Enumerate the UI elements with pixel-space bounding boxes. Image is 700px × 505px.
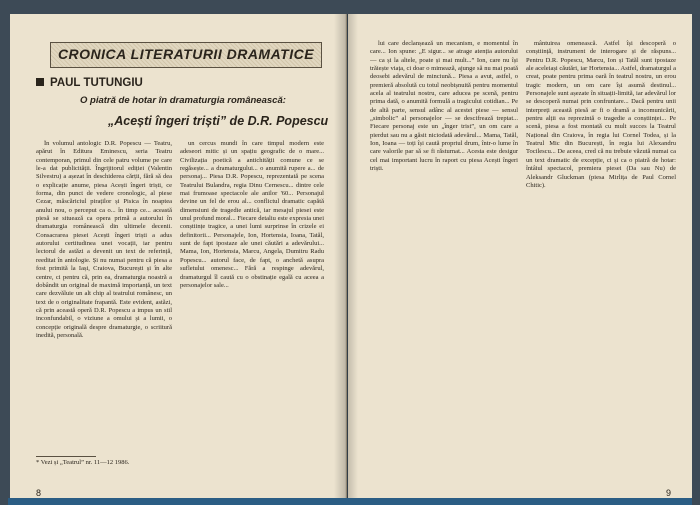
article-title: „Acești îngeri triști” de D.R. Popescu: [108, 114, 329, 128]
left-page: [10, 14, 347, 498]
footnote: * Vezi și „Teatrul” nr. 11—12 1986.: [36, 459, 130, 466]
page-number-left: 8: [36, 488, 42, 498]
article-subtitle: O piatră de hotar în dramaturgia românească:: [80, 95, 286, 106]
author-name: PAUL TUTUNGIU: [50, 77, 143, 89]
book-gutter: [334, 14, 358, 498]
square-bullet-icon: [36, 78, 44, 86]
left-column-1: [36, 140, 172, 452]
author-line: [36, 77, 143, 89]
left-column-2: [180, 140, 324, 480]
section-title: CRONICA LITERATURII DRAMATICE: [57, 46, 315, 62]
right-column-2: [526, 40, 676, 486]
right-page: [348, 14, 692, 498]
footnote-rule: [36, 456, 96, 457]
body-text: În volumul antologic D.R. Popescu — Teatru, apărut în Editura Eminescu, seria Teatru contemporan, primul din cele patru volume pe care le-a dat publicității. Îngrijitorul ediției (Valentin Silvestru) a așezat în deschiderea cărții, fără să dea o explicație anume, piesa Acești îngeri triști, ce forma, din punct de vedere cronologic, al piese Cezar, măscăriciul piraților și Pisica în noaptea anului nou, o perceput ca o... în timp ce... această piesă se situează ca opera primă a autorului în dramaturgia românească din ultimele decenii. Consacrarea piesei Acești îngeri triști a adus autorului certitudinea unei vocații, iar pentru lectorul de astăzi a devenit un text de referință, reeditat în antologie. Și nu numai pentru că piesa a fost primită la Iași, Craiova, București și în alte centre, ci pentru că, prin ea, dramaturgia noastră a dobândit un original de maximă importanță, un text care dezvăluie un alt chip al teatrului românesc, un text de o originalitate frapantă. Este evident, astăzi, că prin această operă D.R. Popescu a impus un stil inconfundabil, o viziune a omului și a lumii, o concepție originală despre dramaturgie, o scriitură inedită, personală.: [36, 140, 172, 339]
body-text: mântuirea omenească. Astfel își descoperă o conștiință, instrument de interogare și de răspuns... Pentru D.R. Popescu, Marcu, Ion și Tatăl sunt ipostaze ale aceleiași căutări, iar Hortensia... Astfel, dramaturgul a creat, poate pentru prima oară în teatrul nostru, un erou tragic modern, un om care își asumă destinul... Personajele sunt așezate în situații-limită, iar adevărul lor se descoperă numai prin confruntare... Dacă pentru unii interpreți această piesă ar fi o dramă a incomunicării, pentru alții ea reprezintă o tragedie a conștiinței... Pe scenă, piesa a fost montată cu mult succes la Teatrul Național din Craiova, în regia lui Cornel Todea, și la Teatrul Mic din București, în regia lui Alexandru Tocilescu... De aceea, cred că nu trebuie văzută numai ca un text dramatic de excepție, ci și ca o piatră de hotar: întâiul spectacol, premiera piesei (Da sau Nu) de Aleksandr Gluckman (piesa Mirlița de Paul Cornel Chitic).: [526, 40, 676, 189]
page-number-right: 9: [666, 488, 672, 498]
right-column-1: [370, 40, 518, 486]
book-cover-edge: [8, 498, 692, 505]
section-banner: [50, 42, 322, 68]
body-text: un cercus mundi în care timpul modern este adeseori mitic și un spațiu geografic de o mare... Civilizația poetică a antichității comune ce se regăsește... a dramaturgului... o anumită rupere a... de personaj... Piesa D.R. Popescu, reprezentată pe scena Teatrului Bulandra, regia Dinu Cernescu... dintre cele mai frumoase spectacole ale anilor '60... Personajul devine un fel de erou al... conflictul dramatic capătă dimensiuni de tragedie antică, iar mesajul piesei este unul profund moral... Fiecare detaliu este expresia unei conștiințe tragice, a unei lumi surprinse în crizele ei definitorii... Personajele, Ion, Hortensia, Ioana, Tatăl, sunt de fapt ipostaze ale unei căutări a adevărului... Mama, Ion, Hortensia, Marcu, Angela, Dumitru Radu Popescu... autorul face, de fapt, o anchetă asupra sufletului omenesc... Fără a respinge adevărul, dramaturgul îl caută cu o obstinație egală cu aceea a personajelor sale...: [180, 140, 324, 289]
body-text: lui care declanșează un mecanism, e momentul în care... Ion spune: „E sigur... se atrage atenția autorului — ca și la altele, poate și mai mult...” Ion, care nu își trăiește viața, ci doar o mimează, ajunge să nu mai poată deosebi adevărul de minciună... Piesa a avut, astfel, o premieră absolută cu totul neobișnuită pentru momentul acela al teatrului nostru, care aducea pe scenă, pentru prima dată, o anumită formulă a tragicului cotidian... Pe de altă parte, sensul adânc al acestei piese — sensul „simbolic” al personajelor — se descifrează treptat... Fiecare personaj este un „înger trist”, un om care a pierdut sau nu a găsit niciodată adevărul... Mama, Tatăl, Ion, Ioana — toți își caută propriul drum, într-o lume în care valorile par să se fi răsturnat... Acesta este desigur cel mai important lucru în raport cu piesa Acești îngeri triști.: [370, 40, 518, 173]
